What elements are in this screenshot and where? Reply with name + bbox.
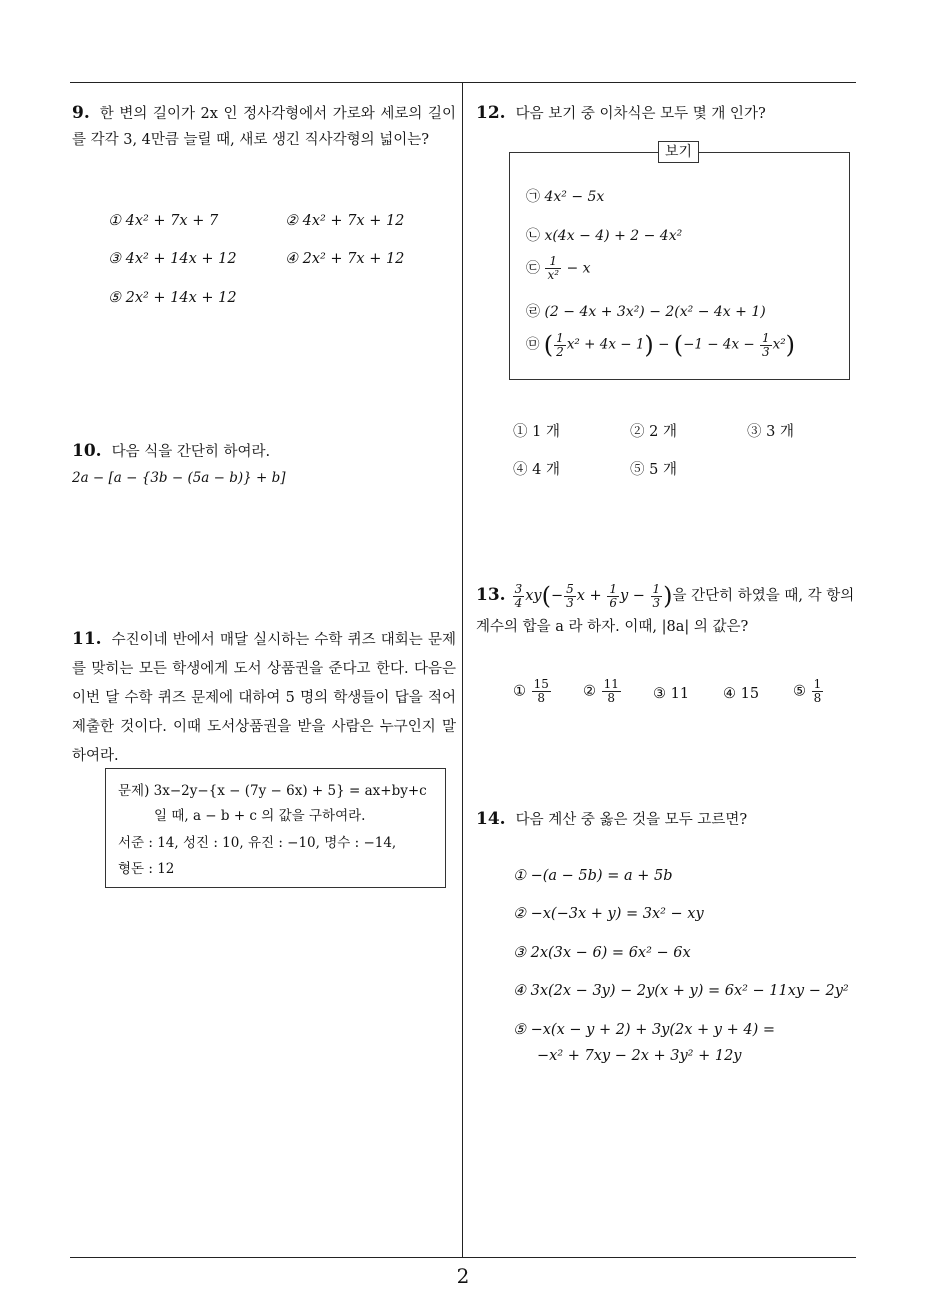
box-line-3: 서준 : 14, 성진 : 10, 유진 : −10, 명수 : −14, — [118, 835, 397, 851]
item-expr: (2 − 4x + 3x²) − 2(x² − 4x + 1) — [544, 304, 766, 320]
problem-number: 9. — [72, 103, 90, 123]
item-expr: − x — [562, 260, 591, 277]
bogi-item-c — [526, 255, 591, 282]
problem-text: 을 간단히 하였을 때, 각 항의 — [672, 588, 855, 604]
option-4[interactable]: ④ 2x² + 7x + 12 — [285, 251, 405, 267]
option-4[interactable]: ④ 15 — [723, 686, 760, 702]
problem-number: 11. — [72, 629, 102, 649]
option-4[interactable]: ④ 4 개 — [513, 462, 560, 478]
fraction: $\frac{1}{2}$ — [556, 330, 564, 359]
option-2[interactable]: ② 2 개 — [630, 424, 677, 440]
box-line-1: 문제) 3x−2y−{x − (7y − 6x) + 5} = ax+by+c — [118, 783, 427, 799]
box-line-2: 일 때, a − b + c 의 값을 구하여라. — [154, 808, 366, 824]
option-5[interactable]: ⑤ 5 개 — [630, 462, 677, 478]
problem-text: 다음 식을 간단히 하여라. — [111, 444, 271, 460]
bogi-label: 보기 — [658, 141, 699, 163]
fraction: $\frac{5}{3}$ — [566, 581, 574, 610]
problem-text: 다음 보기 중 이차식은 모두 몇 개 인가? — [515, 106, 766, 122]
problem-text: 다음 계산 중 옳은 것을 모두 고르면? — [515, 812, 748, 828]
bogi-item-b — [526, 225, 682, 245]
top-rule — [70, 82, 856, 83]
fraction: $\frac{1}{\text{x²}}$ — [547, 254, 560, 282]
bogi-item-e: ㉤ ( $\frac{1}{2}$ x² + 4x − 1) − (−1 − 4x − $\frac{1}{3}$ x²) — [526, 330, 796, 359]
problem-number: 12. — [476, 103, 506, 123]
problem-12 — [476, 100, 856, 127]
option-4[interactable]: ④ 3x(2x − 3y) − 2y(x + y) = 6x² − 11xy − 2y² — [513, 983, 849, 999]
bogi-item-d — [526, 301, 766, 321]
problem-number: 14. — [476, 809, 506, 829]
fraction: $\frac{1}{3}$ — [652, 581, 661, 610]
problem-box — [105, 768, 446, 888]
fraction: $\frac{1}{6}$ — [609, 581, 617, 610]
option-3[interactable]: ③ 3 개 — [747, 424, 794, 440]
box-line-4: 형돈 : 12 — [118, 861, 175, 877]
problem-number: 13. — [476, 585, 506, 605]
item-expr: x(4x − 4) + 2 − 4x² — [544, 228, 683, 244]
option-2[interactable]: ② $\frac{11}{8}$ — [583, 677, 619, 705]
expression: 2a − [a − {3b − (5a − b)} + b] — [72, 470, 286, 486]
option-1[interactable]: ① $\frac{15}{8}$ — [513, 677, 549, 705]
option-2[interactable]: ② 4x² + 7x + 12 — [285, 213, 405, 229]
problem-13: 13. $\frac{3}{4}$ xy(− $\frac{5}{3}$ x + $\frac{1}{6}$ y − $\frac{1}{3}$ )을 간단히 하였을 때, 각 항의 계수의 합을 a 라 하자. 이때, |8a| 의 값은? — [476, 582, 860, 640]
bogi-item-a — [526, 186, 604, 206]
option-1[interactable]: ① −(a − 5b) = a + 5b — [513, 868, 673, 884]
fraction: $\frac{15}{8}$ — [533, 677, 549, 705]
fraction: $\frac{11}{8}$ — [603, 677, 619, 705]
column-divider — [462, 82, 463, 1258]
option-5-continued: −x² + 7xy − 2x + 3y² + 12y — [537, 1048, 742, 1064]
problem-text: 수진이네 반에서 매달 실시하는 수학 퀴즈 대회는 문제를 맞히는 모든 학생에게 도서 상품권을 준다고 한다. 다음은 이번 달 수학 퀴즈 문제에 대하여 5 명의 학생들이 답을 적어 제출한 것이다. 이때 도서상품권을 받을 사람은 누구인지 말하여라. — [72, 632, 456, 764]
problem-number: 10. — [72, 441, 102, 461]
fraction: $\frac{3}{4}$ — [514, 581, 523, 610]
option-2[interactable]: ② −x(−3x + y) = 3x² − xy — [513, 906, 704, 922]
item-marker: ㉡ — [526, 228, 540, 244]
problem-11 — [72, 625, 456, 771]
option-5[interactable]: ⑤ −x(x − y + 2) + 3y(2x + y + 4) = — [513, 1022, 775, 1038]
option-3[interactable]: ③ 4x² + 14x + 12 — [108, 251, 237, 267]
option-3[interactable]: ③ 2x(3x − 6) = 6x² − 6x — [513, 945, 691, 961]
fraction: $\frac{1}{8}$ — [813, 677, 822, 705]
page-number: 2 — [456, 1264, 470, 1288]
fraction: $\frac{1}{3}$ — [761, 330, 770, 359]
option-5[interactable]: ⑤ $\frac{1}{8}$ — [793, 677, 822, 705]
problem-10 — [72, 438, 456, 491]
problem-9 — [72, 100, 456, 153]
option-3[interactable]: ③ 11 — [653, 686, 690, 702]
option-1[interactable]: ① 4x² + 7x + 7 — [108, 213, 219, 229]
bogi-box — [509, 144, 850, 380]
option-5[interactable]: ⑤ 2x² + 14x + 12 — [108, 290, 237, 306]
item-marker: ㉠ — [526, 189, 540, 205]
problem-text: 한 변의 길이가 2x 인 정사각형에서 가로와 세로의 길이를 각각 3, 4만큼 늘릴 때, 새로 생긴 직사각형의 넓이는? — [72, 106, 456, 148]
problem-text-2: 계수의 합을 a 라 하자. 이때, |8a| 의 값은? — [476, 618, 749, 635]
item-expr: 4x² − 5x — [544, 189, 605, 205]
option-1[interactable]: ① 1 개 — [513, 424, 560, 440]
item-marker: ㉤ — [526, 336, 540, 353]
item-marker: ㉣ — [526, 304, 540, 320]
bottom-rule — [70, 1257, 856, 1258]
problem-14 — [476, 806, 860, 833]
item-marker: ㉢ — [526, 260, 540, 277]
